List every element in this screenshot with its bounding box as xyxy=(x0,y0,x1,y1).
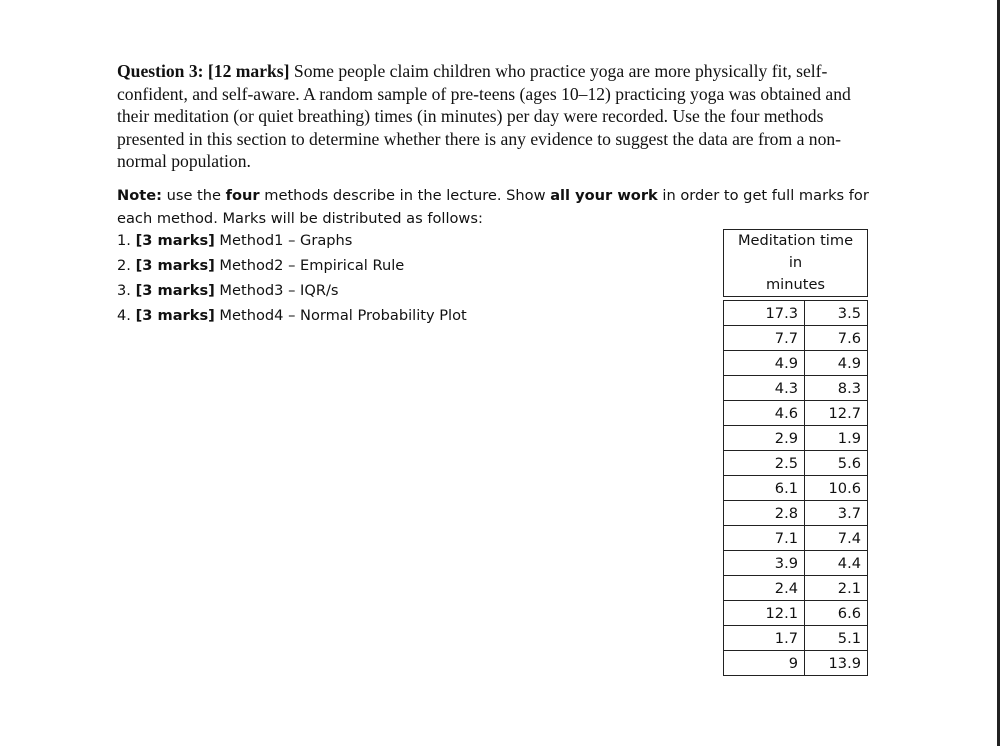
method-number: 3. xyxy=(117,282,136,299)
method-number: 1. xyxy=(117,232,136,249)
table-cell: 7.1 xyxy=(724,526,805,551)
table-row xyxy=(724,376,868,401)
method-item xyxy=(117,228,467,253)
method-name: Method2 – Empirical Rule xyxy=(214,257,405,274)
method-number: 4. xyxy=(117,307,136,324)
method-marks: [3 marks] xyxy=(135,257,215,274)
table-row xyxy=(724,601,868,626)
note-label: Note: xyxy=(117,187,162,204)
meditation-table xyxy=(723,229,868,676)
method-marks: [3 marks] xyxy=(135,307,215,324)
table-cell: 3.9 xyxy=(724,551,805,576)
table-cell: 3.7 xyxy=(805,501,868,526)
note-text-2: methods describe in the lecture. Show xyxy=(259,187,551,204)
method-name: Method3 – IQR/s xyxy=(214,282,339,299)
table-row xyxy=(724,501,868,526)
table-row xyxy=(724,526,868,551)
table-cell: 5.1 xyxy=(805,626,868,651)
table-cell: 1.9 xyxy=(805,426,868,451)
method-item xyxy=(117,303,467,328)
question-label: Question 3: [12 marks] xyxy=(117,61,290,81)
table-row xyxy=(724,351,868,376)
table-cell: 9 xyxy=(724,651,805,676)
table-cell: 13.9 xyxy=(805,651,868,676)
table-cell: 2.1 xyxy=(805,576,868,601)
table-row xyxy=(724,326,868,351)
table-row xyxy=(724,626,868,651)
table-row xyxy=(724,426,868,451)
table-cell: 2.4 xyxy=(724,576,805,601)
table-row xyxy=(724,451,868,476)
method-number: 2. xyxy=(117,257,136,274)
note-bold-four: four xyxy=(225,187,260,204)
header-line-1: Meditation time in xyxy=(737,232,854,271)
table-cell: 2.5 xyxy=(724,451,805,476)
table-cell: 6.6 xyxy=(805,601,868,626)
table-cell: 7.6 xyxy=(805,326,868,351)
table-cell: 12.7 xyxy=(805,401,868,426)
table-row xyxy=(724,576,868,601)
question-text: Some people claim children who practice yoga are more physically fit, self-confident, and self-aware. A random sample of pre-teens (ages 10–12) practicing yoga was obtained and their meditation (or quiet breathing) times (in minutes) per day were recorded. Use the four methods presented in this section to determine whether there is any evidence to suggest the data are from a non-normal population. xyxy=(117,61,851,171)
table-row xyxy=(724,651,868,676)
method-list xyxy=(117,228,467,328)
table-row xyxy=(724,476,868,501)
table-cell: 1.7 xyxy=(724,626,805,651)
table-header xyxy=(724,230,868,297)
table-cell: 4.9 xyxy=(805,351,868,376)
table-cell: 4.4 xyxy=(805,551,868,576)
table-cell: 4.3 xyxy=(724,376,805,401)
table-cell: 6.1 xyxy=(724,476,805,501)
table-cell: 17.3 xyxy=(724,301,805,326)
table-row xyxy=(724,401,868,426)
method-item xyxy=(117,253,467,278)
table-cell: 10.6 xyxy=(805,476,868,501)
method-marks: [3 marks] xyxy=(135,232,215,249)
note-bold-all-your-work: all your work xyxy=(550,187,658,204)
table-row xyxy=(724,301,868,326)
question-paragraph xyxy=(117,60,877,173)
table-cell: 4.9 xyxy=(724,351,805,376)
note-paragraph xyxy=(117,184,877,230)
method-name: Method1 – Graphs xyxy=(214,232,353,249)
table-cell: 12.1 xyxy=(724,601,805,626)
method-name: Method4 – Normal Probability Plot xyxy=(214,307,467,324)
table-cell: 7.4 xyxy=(805,526,868,551)
table-cell: 3.5 xyxy=(805,301,868,326)
table-cell: 4.6 xyxy=(724,401,805,426)
table-body xyxy=(724,297,868,676)
note-text-1: use the xyxy=(161,187,226,204)
note-text-3: in order to get full marks for each method. Marks will be distributed as follows: xyxy=(117,187,869,227)
table-cell: 5.6 xyxy=(805,451,868,476)
table-row xyxy=(724,551,868,576)
table-cell: 2.9 xyxy=(724,426,805,451)
method-marks: [3 marks] xyxy=(135,282,215,299)
table-cell: 8.3 xyxy=(805,376,868,401)
header-line-2: minutes xyxy=(765,276,826,293)
table-header-row xyxy=(724,230,868,297)
table-cell: 2.8 xyxy=(724,501,805,526)
table-cell: 7.7 xyxy=(724,326,805,351)
method-item xyxy=(117,278,467,303)
